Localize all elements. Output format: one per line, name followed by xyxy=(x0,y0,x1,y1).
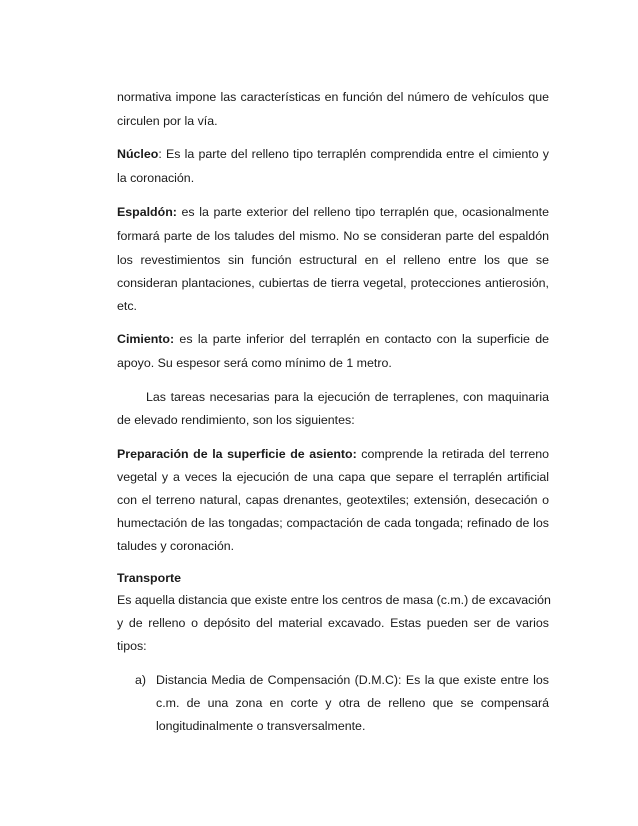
list-item-line: c.m. de una zona en corte y otra de relleno que se compensará xyxy=(156,696,549,710)
nucleo-text: : Es la parte del relleno tipo terraplén comprendida entre el cimiento y xyxy=(158,147,549,161)
paragraph-line: etc. xyxy=(117,299,137,313)
list-item-line: Distancia Media de Compensación (D.M.C): Es la que existe entre los xyxy=(156,673,549,687)
nucleo-definition-line xyxy=(117,146,549,162)
preparacion-text: comprende la retirada del terreno xyxy=(356,447,549,461)
cimiento-term: Cimiento: xyxy=(117,332,175,346)
paragraph-line: apoyo. Su espesor será como mínimo de 1 metro. xyxy=(117,356,392,370)
list-marker: a) xyxy=(135,673,147,687)
paragraph-line: taludes y coronación. xyxy=(117,539,235,553)
list-item-line: longitudinalmente o transversalmente. xyxy=(156,719,366,733)
espaldon-text: es la parte exterior del relleno tipo terraplén que, ocasionalmente xyxy=(176,205,549,219)
preparacion-term: Preparación de la superficie de asiento: xyxy=(117,447,357,461)
paragraph-line: tipos: xyxy=(117,639,147,653)
cimiento-text: es la parte inferior del terraplén en contacto con la superficie de xyxy=(174,332,549,346)
transporte-heading: Transporte xyxy=(117,571,182,585)
paragraph-line: y de relleno o depósito del material excavado. Estas pueden ser de varios xyxy=(117,616,549,630)
paragraph-line: vegetal y a veces la ejecución de una capa que separe el terraplén artificial xyxy=(117,470,549,484)
paragraph-line: de elevado rendimiento, son los siguientes: xyxy=(117,413,355,427)
paragraph-line: Es aquella distancia que existe entre los centros de masa (c.m.) de excavación xyxy=(117,593,551,607)
espaldon-term: Espaldón: xyxy=(117,205,177,219)
paragraph-line: Las tareas necesarias para la ejecución de terraplenes, con maquinaria xyxy=(146,390,549,404)
preparacion-definition-line xyxy=(117,446,549,462)
paragraph-line: los revestimientos sin función estructural en el relleno entre los que se xyxy=(117,253,549,267)
paragraph-line: formará parte de los taludes del mismo. No se consideran parte del espaldón xyxy=(117,229,549,243)
paragraph-line: circulen por la vía. xyxy=(117,114,218,128)
paragraph-line: normativa impone las características en función del número de vehículos que xyxy=(117,90,549,104)
espaldon-definition-line xyxy=(117,204,549,220)
paragraph-line: con el terreno natural, capas drenantes, geotextiles; extensión, desecación o xyxy=(117,493,549,507)
paragraph-line: consideran plantaciones, cubiertas de tierra vegetal, protecciones antierosión, xyxy=(117,276,549,290)
paragraph-line: la coronación. xyxy=(117,171,195,185)
paragraph-line: humectación de las tongadas; compactación de cada tongada; refinado de los xyxy=(117,516,549,530)
cimiento-definition-line xyxy=(117,331,549,347)
nucleo-term: Núcleo xyxy=(117,147,159,161)
